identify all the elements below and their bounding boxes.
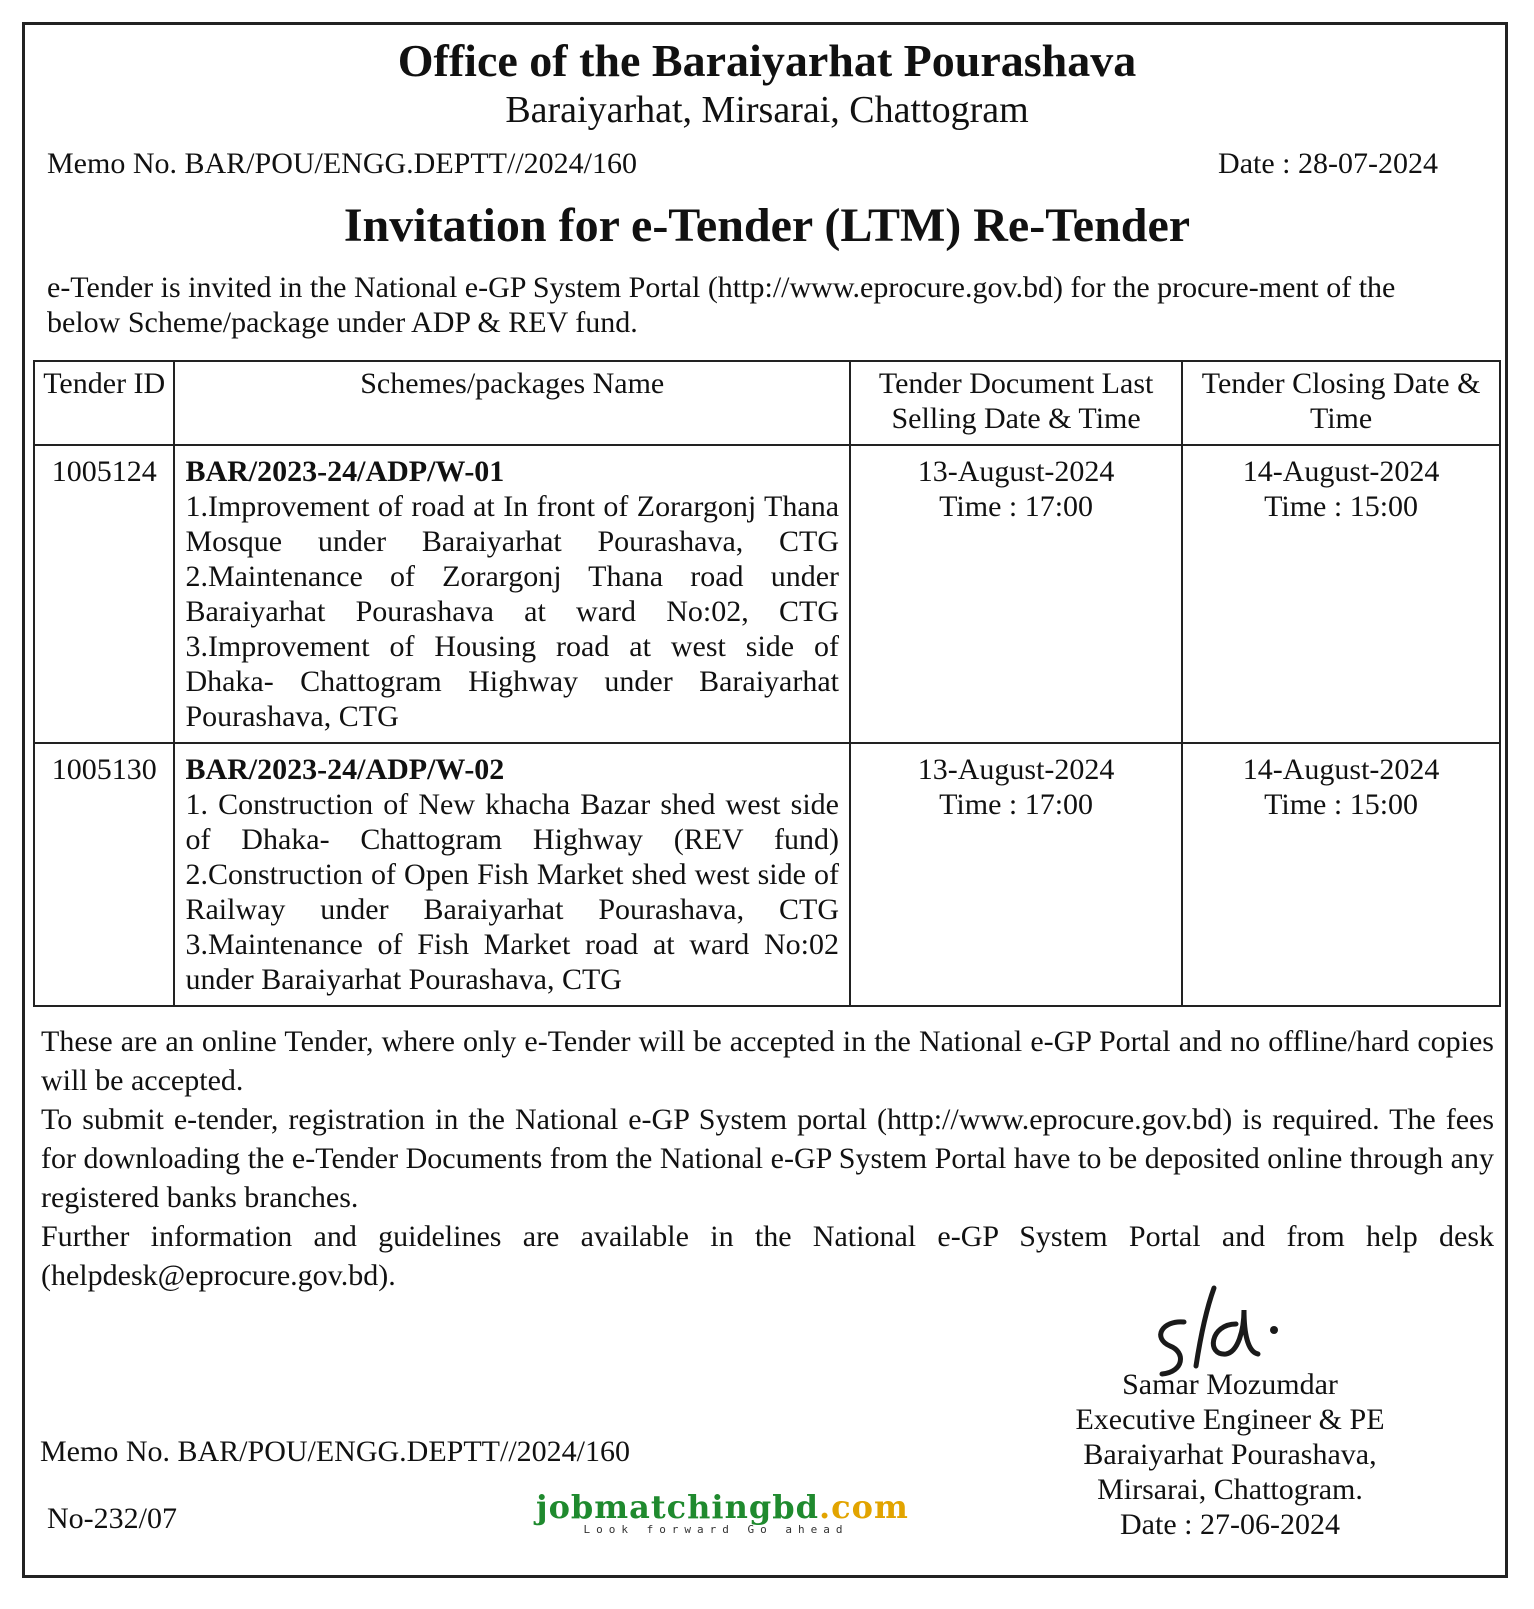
note-registration: To submit e-tender, registration in the National e-GP System portal (http://www.eprocure.gov.bd) is required. The fees for downloading the e-Tender Documents from the National e-GP System Portal have to be deposited online through any registered banks branches. xyxy=(41,1103,1494,1214)
signatory-designation: Executive Engineer & PE xyxy=(1075,1403,1385,1436)
tender-heading: Invitation for e-Tender (LTM) Re-Tender xyxy=(343,199,1191,252)
table-row xyxy=(34,743,1500,1006)
tender-id-cell: 1005124 xyxy=(34,445,174,743)
memo-number: Memo No. BAR/POU/ENGG.DEPTT//2024/160 xyxy=(47,147,638,180)
watermark-tagline: Look forward Go ahead xyxy=(583,1523,849,1536)
tender-intro: e-Tender is invited in the National e-GP System Portal (http://www.eprocure.gov.bd) for the procure-ment of the below Scheme/package under ADP & REV fund. xyxy=(47,271,1396,339)
watermark-logo xyxy=(536,1488,909,1536)
header-tender-id: Tender ID xyxy=(34,361,174,445)
package-code: BAR/2023-24/ADP/W-02 xyxy=(185,753,505,786)
memo-date: Date : 28-07-2024 xyxy=(1218,147,1438,180)
closing-date-cell xyxy=(1182,445,1500,743)
closing-time: Time : 15:00 xyxy=(1264,490,1419,523)
selling-date-cell xyxy=(850,445,1182,743)
closing-time: Time : 15:00 xyxy=(1264,788,1419,821)
note-online-only: These are an online Tender, where only e-Tender will be accepted in the National e-GP Portal and no offline/hard copies will be accepted. xyxy=(41,1025,1494,1097)
tender-id-cell: 1005130 xyxy=(34,743,174,1006)
note-helpdesk: Further information and guidelines are available in the National e-GP System Portal and from help desk (helpdesk@eprocure.gov.bd). xyxy=(41,1220,1494,1292)
package-code: BAR/2023-24/ADP/W-01 xyxy=(185,455,505,488)
header-closing-date: Tender Closing Date & Time xyxy=(1182,361,1500,445)
tender-table xyxy=(33,360,1501,1007)
package-description: 1.Improvement of road at In front of Zorargonj Thana Mosque under Baraiyarhat Pourashava, CTG 2.Maintenance of Zorargonj Thana road under Baraiyarhat Pourashava at ward No:02, CTG 3.Improvement of Housing road at west side of Dhaka- Chattogram Highway under Baraiyarhat Pourashava, CTG xyxy=(185,490,840,733)
watermark-brand-suffix: .com xyxy=(818,1488,909,1526)
signatory-block xyxy=(1020,1367,1440,1542)
table-header-row xyxy=(34,361,1500,445)
tender-notes xyxy=(41,1022,1494,1295)
signatory-name: Samar Mozumdar xyxy=(1122,1368,1338,1401)
footer-memo-number: Memo No. BAR/POU/ENGG.DEPTT//2024/160 xyxy=(40,1435,631,1468)
package-description: 1. Construction of New khacha Bazar shed west side of Dhaka- Chattogram Highway (REV fund) 2.Construction of Open Fish Market shed west side of Railway under Baraiyarhat Pourashava, CTG 3.Maintenance of Fish Market road at ward No:02 under Baraiyarhat Pourashava, CTG xyxy=(185,788,840,996)
office-address: Baraiyarhat, Mirsarai, Chattogram xyxy=(505,89,1029,131)
office-title: Office of the Baraiyarhat Pourashava xyxy=(397,35,1137,86)
watermark-brand-main: jobmatchingbd xyxy=(536,1488,819,1526)
signatory-office: Baraiyarhat Pourashava, xyxy=(1083,1438,1377,1471)
table-row xyxy=(34,445,1500,743)
selling-date: 13-August-2024 xyxy=(917,753,1115,786)
scheme-cell xyxy=(174,743,850,1006)
selling-time: Time : 17:00 xyxy=(939,788,1094,821)
scheme-cell xyxy=(174,445,850,743)
footer-reference-number: No-232/07 xyxy=(47,1502,177,1535)
selling-date: 13-August-2024 xyxy=(917,455,1115,488)
watermark-brand xyxy=(536,1488,909,1526)
closing-date: 14-August-2024 xyxy=(1242,753,1440,786)
header-selling-date: Tender Document Last Selling Date & Time xyxy=(850,361,1182,445)
header-schemes: Schemes/packages Name xyxy=(174,361,850,445)
closing-date-cell xyxy=(1182,743,1500,1006)
signatory-date: Date : 27-06-2024 xyxy=(1120,1508,1340,1541)
selling-time: Time : 17:00 xyxy=(939,490,1094,523)
selling-date-cell xyxy=(850,743,1182,1006)
signatory-location: Mirsarai, Chattogram. xyxy=(1097,1473,1363,1506)
closing-date: 14-August-2024 xyxy=(1242,455,1440,488)
